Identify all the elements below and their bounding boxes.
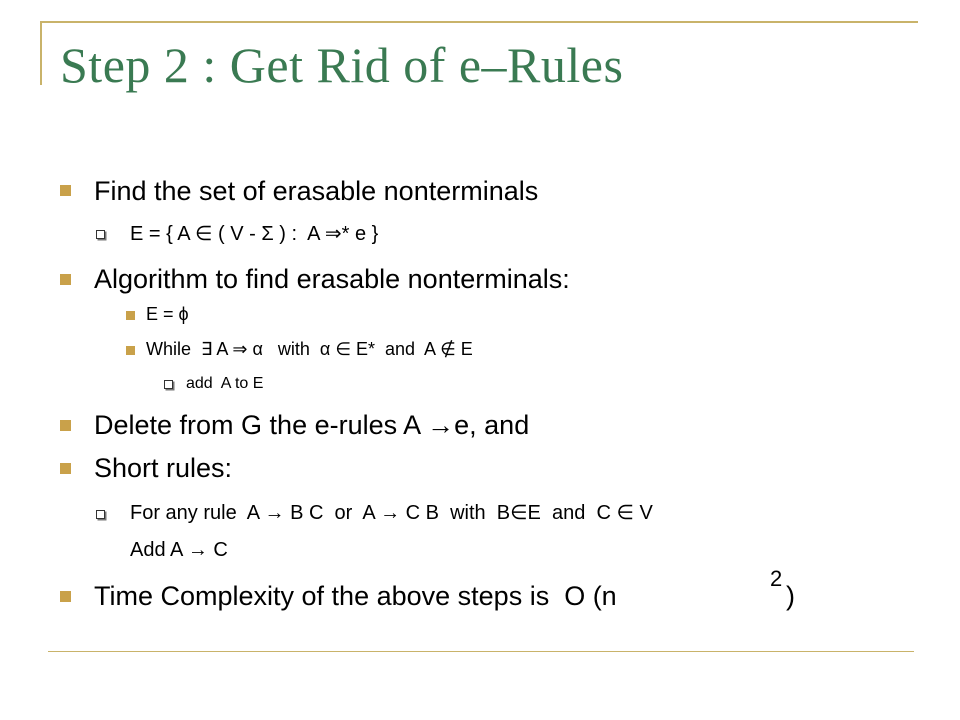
item-time-complexity: Time Complexity of the above steps is O (n <box>94 581 617 611</box>
item-erasable-definition: E = { A ∈ ( V - Σ ) : A ⇒* e } <box>130 223 379 245</box>
bullet-square <box>60 463 71 474</box>
bullet-square <box>60 420 71 431</box>
bottom-rule <box>48 651 914 652</box>
item-delete: Delete from G the e-rules A →e, and <box>94 410 530 440</box>
bullet-square <box>60 185 71 196</box>
item-for-any-rule: For any rule A → B C or A → C B with B∈E and C ∈ V <box>130 502 653 524</box>
bullet-hollow-square <box>164 380 173 389</box>
item-algorithm: Algorithm to find erasable nonterminals: <box>94 264 570 294</box>
bullet-square <box>60 274 71 285</box>
bullet-hollow-square <box>96 510 105 519</box>
item-time-complexity-close: ) <box>786 581 795 611</box>
bullet-hollow-square <box>96 230 105 239</box>
slide-title: Step 2 : Get Rid of e–Rules <box>60 37 624 93</box>
bullet-square-small <box>126 311 135 320</box>
top-rule <box>40 21 918 23</box>
item-add: add A to E <box>186 375 264 392</box>
item-add-rule: Add A → C <box>130 539 228 561</box>
item-while: While ∃ A ⇒ α with α ∈ E* and A ∉ E <box>146 339 473 359</box>
left-rule <box>40 21 42 85</box>
item-short-rules: Short rules: <box>94 453 233 483</box>
bullet-square <box>60 591 71 602</box>
item-erasable-set: Find the set of erasable nonterminals <box>94 176 539 206</box>
superscript-exponent: 2 <box>770 566 783 591</box>
bullet-square-small <box>126 346 135 355</box>
item-init: E = ϕ <box>146 304 189 324</box>
